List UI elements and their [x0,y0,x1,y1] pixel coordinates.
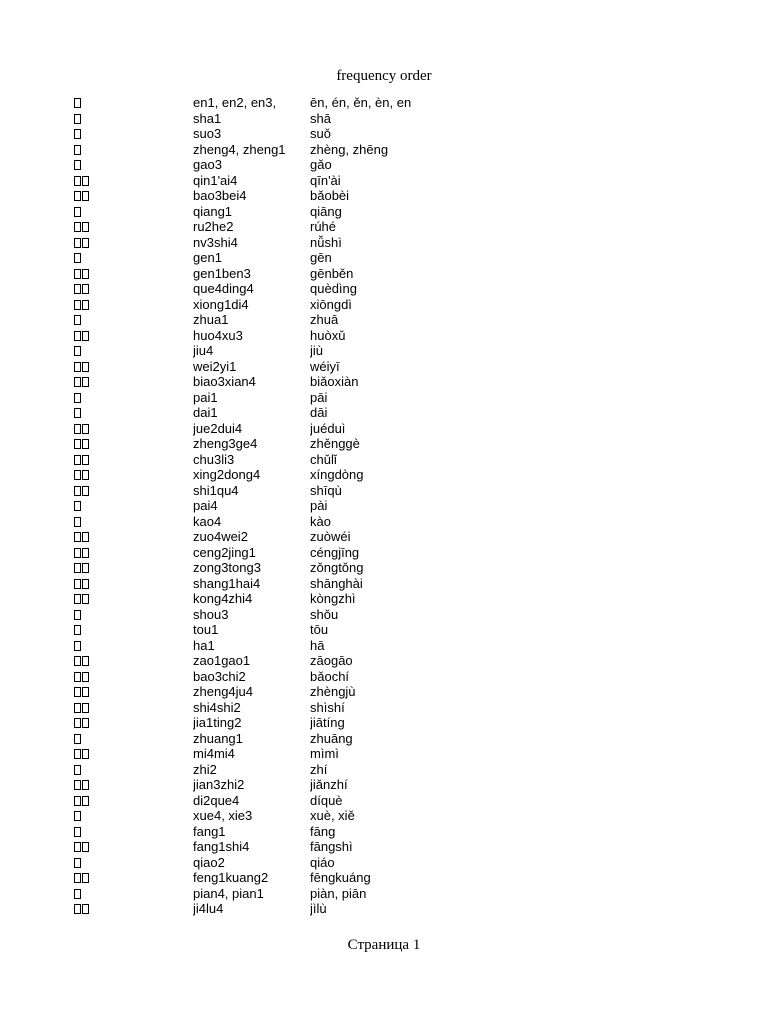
numbered-pinyin: biao3xian4 [193,374,256,389]
list-item [0,157,768,173]
tone-mark-pinyin: zhí [310,761,328,777]
numbered-pinyin: qiang1 [193,203,233,219]
list-item [0,95,768,111]
tone-mark-pinyin: tōu [310,622,329,637]
list-item [0,312,768,328]
tone-mark-pinyin: qiāng [310,203,342,219]
missing-glyph-icon [74,142,184,158]
numbered-pinyin: gao3 [193,157,222,172]
tone-mark-pinyin: qīn'ài [310,172,341,188]
tone-mark-pinyin: shìshí [310,699,345,715]
numbered-pinyin: gen1ben3 [193,265,251,281]
tone-mark-pinyin: qiáo [310,854,335,870]
numbered-pinyin: fang1 [193,823,226,839]
missing-glyph-icon [74,111,184,127]
numbered-pinyin: pai4 [193,498,218,513]
tone-mark-pinyin: díquè [310,792,343,808]
tone-mark-pinyin: zhuāng [310,730,353,746]
missing-glyph-icon [74,545,184,561]
missing-glyph-icon [74,312,184,328]
tone-mark-pinyin: xuè, xiě [310,808,355,823]
tone-mark-pinyin: juéduì [310,420,346,436]
tone-mark-pinyin: zhuā [310,312,339,327]
list-item [0,855,768,871]
numbered-pinyin: jian3zhi2 [193,777,245,792]
list-item [0,715,768,731]
numbered-pinyin: ha1 [193,637,215,653]
list-item [0,421,768,437]
numbered-pinyin: qiao2 [193,854,225,870]
list-item [0,374,768,390]
list-item [0,266,768,282]
list-item [0,669,768,685]
missing-glyph-icon [74,328,184,344]
list-item [0,793,768,809]
numbered-pinyin: jiu4 [193,343,214,358]
list-item [0,281,768,297]
tone-mark-pinyin: wéiyī [310,358,340,374]
missing-glyph-icon [74,886,184,902]
list-item [0,653,768,669]
list-item [0,204,768,220]
missing-glyph-icon [74,359,184,375]
missing-glyph-icon [74,669,184,685]
list-item [0,746,768,762]
missing-glyph-icon [74,483,184,499]
missing-glyph-icon [74,870,184,886]
numbered-pinyin: shi4shi2 [193,699,241,715]
numbered-pinyin: que4ding4 [193,281,254,296]
missing-glyph-icon [74,219,184,235]
numbered-pinyin: wei2yi1 [193,358,237,374]
numbered-pinyin: zhuang1 [193,730,243,746]
numbered-pinyin: kao4 [193,513,222,529]
tone-mark-pinyin: zhèng, zhēng [310,141,389,157]
list-item [0,886,768,902]
tone-mark-pinyin: xíngdòng [310,467,364,482]
list-item [0,762,768,778]
tone-mark-pinyin: fāng [310,823,336,839]
tone-mark-pinyin: céngjīng [310,544,360,560]
numbered-pinyin: zhi2 [193,761,217,777]
list-item [0,576,768,592]
tone-mark-pinyin: pāi [310,389,328,405]
missing-glyph-icon [74,235,184,251]
list-item [0,467,768,483]
tone-mark-pinyin: ēn, én, ěn, èn, en [310,95,412,110]
tone-mark-pinyin: fāngshì [310,839,353,854]
numbered-pinyin: mi4mi4 [193,746,235,761]
numbered-pinyin: zheng3ge4 [193,436,258,451]
tone-mark-pinyin: dāi [310,405,328,420]
numbered-pinyin: di2que4 [193,792,240,808]
missing-glyph-icon [74,731,184,747]
missing-glyph-icon [74,684,184,700]
missing-glyph-icon [74,297,184,313]
missing-glyph-icon [74,452,184,468]
tone-mark-pinyin: zhěnggè [310,436,360,451]
list-item [0,808,768,824]
list-item [0,638,768,654]
list-item [0,250,768,266]
list-item [0,901,768,917]
missing-glyph-icon [74,95,184,111]
tone-mark-pinyin: kào [310,513,331,529]
tone-mark-pinyin: suǒ [310,126,331,141]
missing-glyph-icon [74,901,184,917]
list-item [0,483,768,499]
numbered-pinyin: zao1gao1 [193,653,251,668]
numbered-pinyin: xing2dong4 [193,467,261,482]
list-item [0,142,768,158]
tone-mark-pinyin: biǎoxiàn [310,374,359,389]
numbered-pinyin: chu3li3 [193,451,235,467]
numbered-pinyin: zheng4, zheng1 [193,141,286,157]
numbered-pinyin: xue4, xie3 [193,808,253,823]
missing-glyph-icon [74,777,184,793]
missing-glyph-icon [74,436,184,452]
page-title: frequency order [336,68,432,84]
list-item [0,498,768,514]
word-list [0,95,768,917]
missing-glyph-icon [74,281,184,297]
list-item [0,777,768,793]
numbered-pinyin: bao3chi2 [193,668,246,684]
missing-glyph-icon [74,173,184,189]
list-item [0,126,768,142]
tone-mark-pinyin: huòxǔ [310,327,346,343]
numbered-pinyin: pian4, pian1 [193,885,264,901]
list-item [0,870,768,886]
missing-glyph-icon [74,746,184,762]
tone-mark-pinyin: jiātíng [310,715,345,730]
numbered-pinyin: en1, en2, en3, [193,95,277,110]
list-item [0,359,768,375]
list-item [0,390,768,406]
missing-glyph-icon [74,622,184,638]
tone-mark-pinyin: rúhé [310,219,337,234]
missing-glyph-icon [74,700,184,716]
missing-glyph-icon [74,855,184,871]
list-item [0,700,768,716]
missing-glyph-icon [74,343,184,359]
tone-mark-pinyin: zhèngjù [310,684,356,699]
numbered-pinyin: zuo4wei2 [193,529,248,544]
missing-glyph-icon [74,653,184,669]
numbered-pinyin: gen1 [193,250,222,265]
page-number: Страница 1 [347,937,421,953]
missing-glyph-icon [74,529,184,545]
numbered-pinyin: jue2dui4 [193,420,243,436]
tone-mark-pinyin: gēn [310,250,332,265]
tone-mark-pinyin: shīqù [310,482,342,498]
list-item [0,607,768,623]
numbered-pinyin: zhua1 [193,312,229,327]
tone-mark-pinyin: bǎobèi [310,188,350,203]
numbered-pinyin: zong3tong3 [193,560,261,575]
missing-glyph-icon [74,793,184,809]
numbered-pinyin: shang1hai4 [193,575,261,591]
missing-glyph-icon [74,808,184,824]
tone-mark-pinyin: gǎo [310,157,332,172]
list-item [0,731,768,747]
tone-mark-pinyin: chǔlǐ [310,451,337,467]
list-item [0,545,768,561]
numbered-pinyin: bao3bei4 [193,188,247,203]
list-item [0,111,768,127]
tone-mark-pinyin: shā [310,110,331,126]
tone-mark-pinyin: quèdìng [310,281,357,296]
list-item [0,529,768,545]
list-item [0,188,768,204]
tone-mark-pinyin: fēngkuáng [310,870,371,885]
numbered-pinyin: sha1 [193,110,222,126]
list-item [0,684,768,700]
missing-glyph-icon [74,188,184,204]
missing-glyph-icon [74,266,184,282]
missing-glyph-icon [74,824,184,840]
list-item [0,297,768,313]
missing-glyph-icon [74,514,184,530]
missing-glyph-icon [74,421,184,437]
tone-mark-pinyin: pài [310,498,328,513]
list-item [0,436,768,452]
list-item [0,591,768,607]
numbered-pinyin: huo4xu3 [193,327,243,343]
tone-mark-pinyin: hā [310,637,325,653]
numbered-pinyin: ji4lu4 [193,901,224,916]
tone-mark-pinyin: piàn, piān [310,885,367,901]
list-item [0,839,768,855]
tone-mark-pinyin: shǒu [310,606,339,622]
numbered-pinyin: pai1 [193,389,218,405]
tone-mark-pinyin: bǎochí [310,668,350,684]
list-item [0,560,768,576]
numbered-pinyin: feng1kuang2 [193,870,269,885]
missing-glyph-icon [74,390,184,406]
numbered-pinyin: qin1'ai4 [193,172,238,188]
missing-glyph-icon [74,250,184,266]
missing-glyph-icon [74,405,184,421]
tone-mark-pinyin: shānghài [310,575,363,591]
list-item [0,622,768,638]
numbered-pinyin: shou3 [193,606,229,622]
tone-mark-pinyin: zāogāo [310,653,353,668]
missing-glyph-icon [74,576,184,592]
missing-glyph-icon [74,204,184,220]
numbered-pinyin: dai1 [193,405,218,420]
numbered-pinyin: ru2he2 [193,219,234,234]
list-item [0,405,768,421]
list-item [0,328,768,344]
list-item [0,235,768,251]
missing-glyph-icon [74,638,184,654]
numbered-pinyin: shi1qu4 [193,482,239,498]
missing-glyph-icon [74,467,184,483]
tone-mark-pinyin: nǚshì [310,234,342,250]
numbered-pinyin: jia1ting2 [193,715,242,730]
numbered-pinyin: fang1shi4 [193,839,250,854]
numbered-pinyin: zheng4ju4 [193,684,253,699]
list-item [0,173,768,189]
list-item [0,824,768,840]
numbered-pinyin: tou1 [193,622,219,637]
missing-glyph-icon [74,762,184,778]
tone-mark-pinyin: jiù [310,343,324,358]
list-item [0,452,768,468]
tone-mark-pinyin: jiǎnzhí [310,777,348,792]
missing-glyph-icon [74,607,184,623]
numbered-pinyin: nv3shi4 [193,234,238,250]
list-item [0,514,768,530]
list-item [0,343,768,359]
tone-mark-pinyin: jìlù [310,901,327,916]
missing-glyph-icon [74,126,184,142]
missing-glyph-icon [74,157,184,173]
list-item [0,219,768,235]
tone-mark-pinyin: gēnběn [310,265,354,281]
missing-glyph-icon [74,560,184,576]
missing-glyph-icon [74,715,184,731]
numbered-pinyin: suo3 [193,126,222,141]
missing-glyph-icon [74,374,184,390]
missing-glyph-icon [74,498,184,514]
numbered-pinyin: xiong1di4 [193,296,249,312]
missing-glyph-icon [74,591,184,607]
tone-mark-pinyin: mìmì [310,746,339,761]
tone-mark-pinyin: kòngzhì [310,591,356,606]
tone-mark-pinyin: xiōngdì [310,296,352,312]
tone-mark-pinyin: zǒngtǒng [310,560,364,575]
numbered-pinyin: kong4zhi4 [193,591,253,606]
missing-glyph-icon [74,839,184,855]
tone-mark-pinyin: zuòwéi [310,529,351,544]
numbered-pinyin: ceng2jing1 [193,544,256,560]
